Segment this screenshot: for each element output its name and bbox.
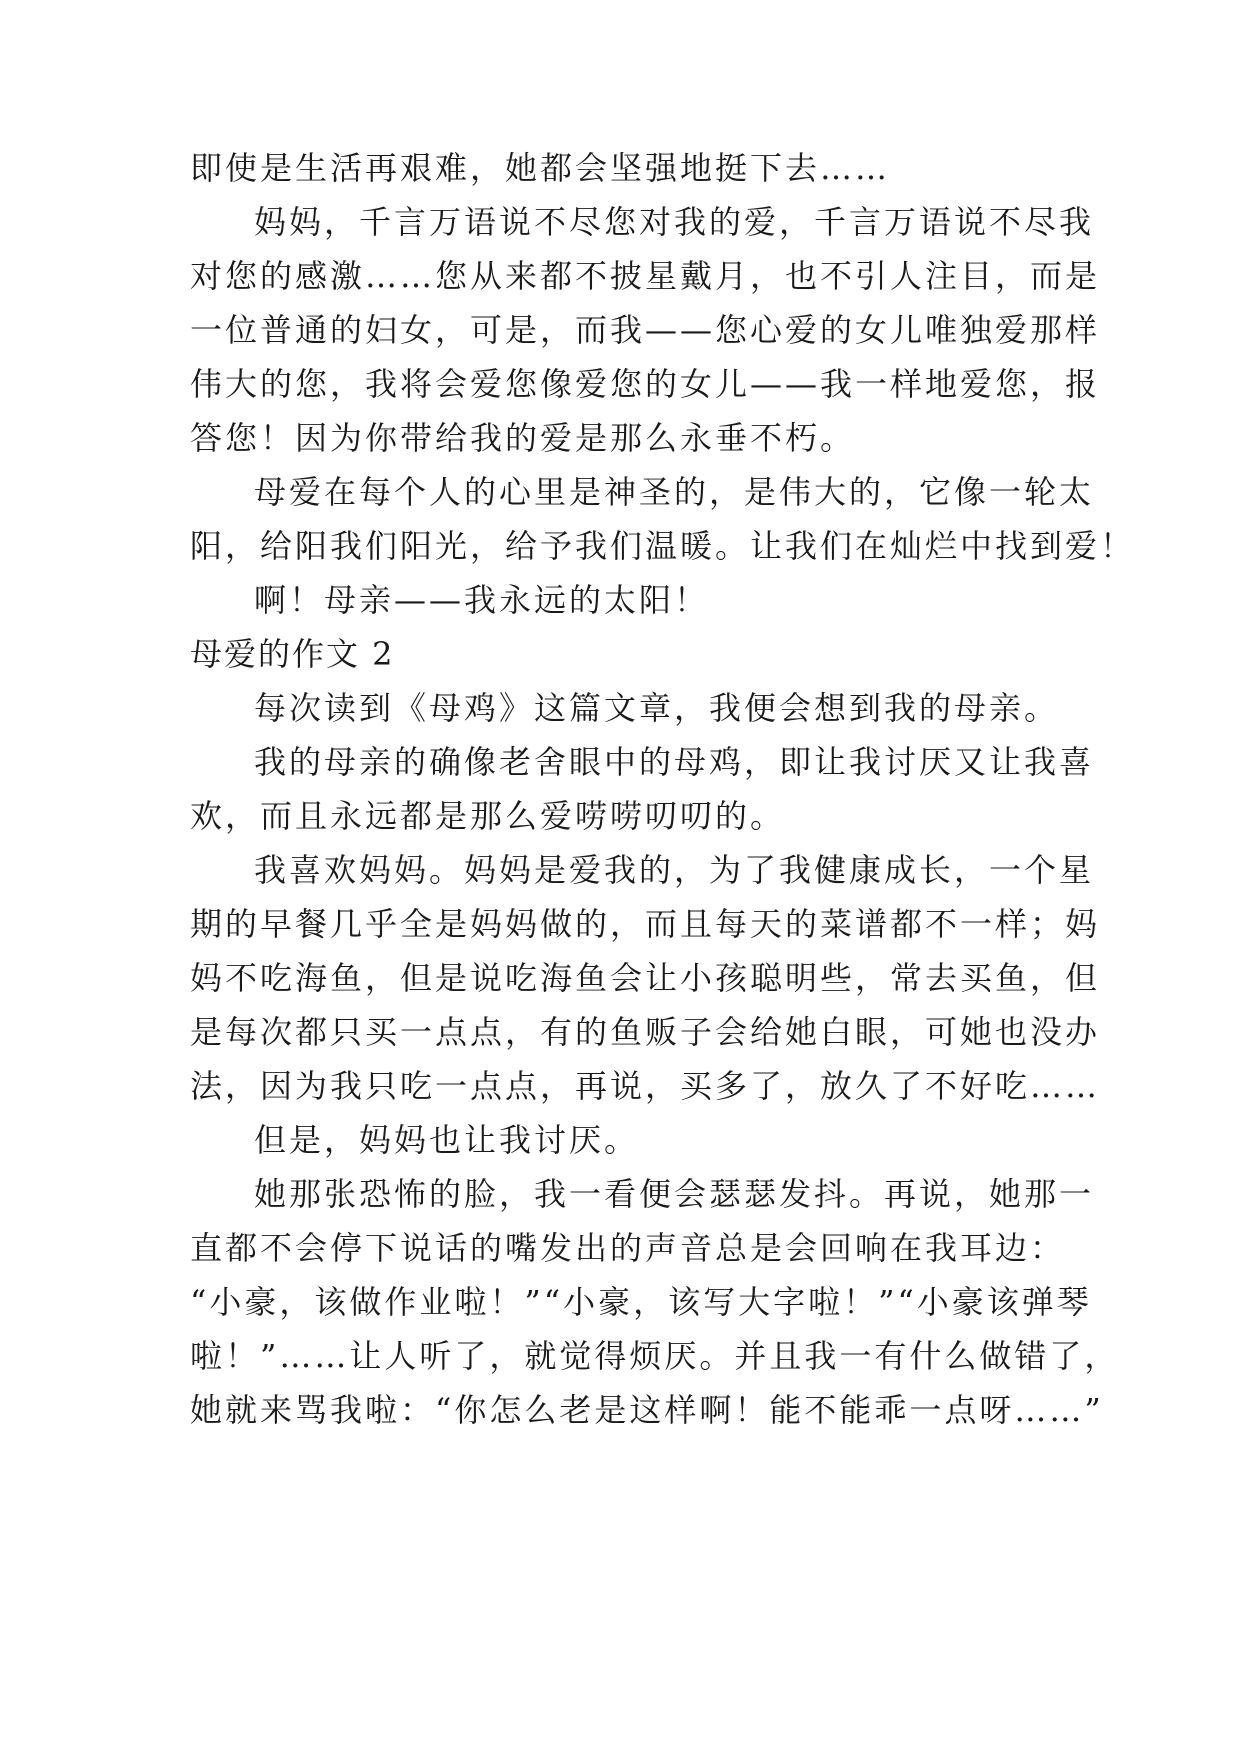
paragraph-start: 妈妈，千言万语说不尽您对我的爱，千言万语说不尽我	[254, 203, 1095, 241]
text-line: 伟大的您，我将会爱您像爱您的女儿——我一样地爱您，报	[190, 365, 1101, 403]
text-line: 答您！因为你带给我的爱是那么永垂不朽。	[190, 419, 856, 457]
text-line: 期的早餐几乎全是妈妈做的，而且每天的菜谱都不一样；妈	[190, 905, 1101, 943]
section-heading: 母爱的作文 2	[190, 635, 395, 673]
paragraph-start: 啊！母亲——我永远的太阳！	[254, 581, 710, 619]
text-line: 对您的感激……您从来都不披星戴月，也不引人注目，而是	[190, 257, 1101, 295]
paragraph-start: 我喜欢妈妈。妈妈是爱我的，为了我健康成长，一个星	[254, 851, 1095, 889]
text-line: 法，因为我只吃一点点，再说，买多了，放久了不好吃……	[190, 1067, 1101, 1105]
paragraph-start: 母爱在每个人的心里是神圣的，是伟大的，它像一轮太	[254, 473, 1095, 511]
paragraph-start: 她那张恐怖的脸，我一看便会瑟瑟发抖。再说，她那一	[254, 1175, 1095, 1213]
text-line: 直都不会停下说话的嘴发出的声音总是会回响在我耳边：	[190, 1229, 1066, 1267]
text-line: 是每次都只买一点点，有的鱼贩子会给她白眼，可她也没办	[190, 1013, 1101, 1051]
text-line: 她就来骂我啦：“你怎么老是这样啊！能不能乖一点呀……”	[190, 1391, 1104, 1429]
paragraph-start: 但是，妈妈也让我讨厌。	[254, 1121, 640, 1159]
paragraph-start: 我的母亲的确像老舍眼中的母鸡，即让我讨厌又让我喜	[254, 743, 1095, 781]
paragraph-start: 每次读到《母鸡》这篇文章，我便会想到我的母亲。	[254, 689, 1060, 727]
text-line: 即使是生活再艰难，她都会坚强地挺下去……	[190, 149, 891, 187]
text-line: 欢，而且永远都是那么爱唠唠叨叨的。	[190, 797, 786, 835]
text-line: “小豪，该做作业啦！”“小豪，该写大字啦！”“小豪该弹琴	[190, 1283, 1092, 1321]
text-line: 一位普通的妇女，可是，而我——您心爱的女儿唯独爱那样	[190, 311, 1101, 349]
text-line: 妈不吃海鱼，但是说吃海鱼会让小孩聪明些，常去买鱼，但	[190, 959, 1101, 997]
text-line: 啦！”……让人听了，就觉得烦厌。并且我一有什么做错了，	[190, 1337, 1120, 1375]
text-line: 阳，给阳我们阳光，给予我们温暖。让我们在灿烂中找到爱！	[190, 527, 1136, 565]
